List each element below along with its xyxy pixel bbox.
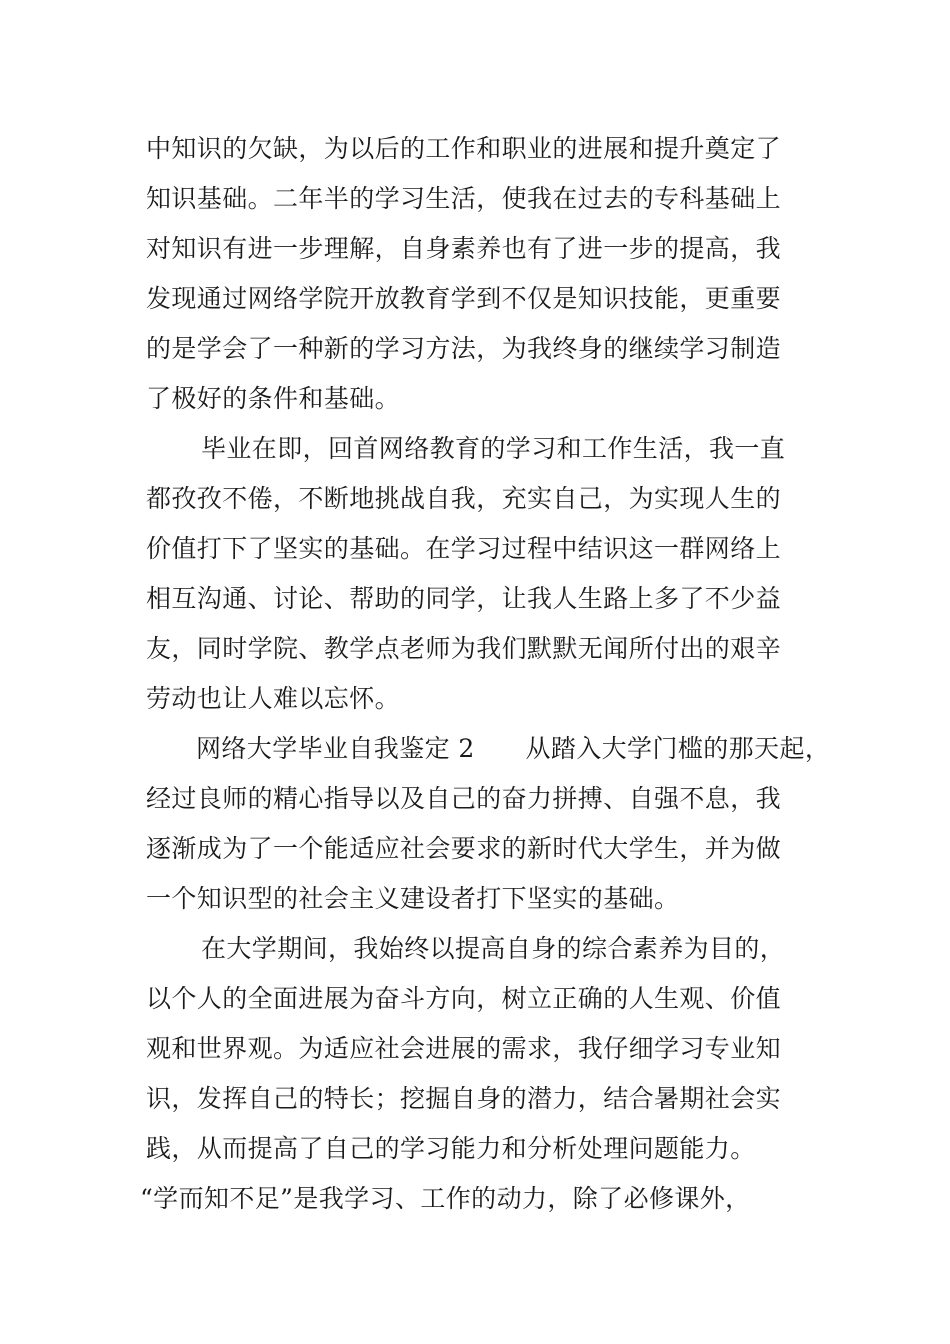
text-line: 一个知识型的社会主义建设者打下坚实的基础。: [146, 884, 680, 913]
text-line: 发现通过网络学院开放教育学到不仅是知识技能，更重要: [146, 284, 782, 313]
text-line: 知识基础。二年半的学习生活，使我在过去的专科基础上: [146, 184, 782, 213]
text-line: 的是学会了一种新的学习方法，为我终身的继续学习制造: [146, 334, 782, 363]
paragraph-first-line: 在大学期间，我始终以提高自身的综合素养为目的，: [201, 934, 786, 963]
text-line: 了极好的条件和基础。: [146, 384, 401, 413]
text-line: 经过良师的精心指导以及自己的奋力拼搏、自强不息，我: [146, 784, 782, 813]
section-heading-line: 网络大学毕业自我鉴定 2 从踏入大学门槛的那天起，: [196, 734, 831, 763]
text-line: 相互沟通、讨论、帮助的同学，让我人生路上多了不少益: [146, 584, 782, 613]
text-line: 价值打下了坚实的基础。在学习过程中结识这一群网络上: [146, 534, 782, 563]
document-body: [140, 124, 831, 1224]
text-line: 都孜孜不倦，不断地挑战自我，充实自己，为实现人生的: [146, 484, 782, 513]
text-line: 践，从而提高了自己的学习能力和分析处理问题能力。: [146, 1134, 756, 1163]
text-line: 中知识的欠缺，为以后的工作和职业的进展和提升奠定了: [146, 134, 782, 163]
text-line: 劳动也让人难以忘怀。: [146, 684, 401, 713]
text-line: 对知识有进一步理解，自身素养也有了进一步的提高，我: [146, 234, 782, 263]
text-line: 友，同时学院、教学点老师为我们默默无闻所付出的艰辛: [146, 634, 782, 663]
text-line: “学而知不足”是我学习、工作的动力，除了必修课外，: [140, 1184, 751, 1213]
text-line: 识，发挥自己的特长；挖掘自身的潜力，结合暑期社会实: [146, 1084, 782, 1113]
text-line: 观和世界观。为适应社会进展的需求，我仔细学习专业知: [146, 1034, 782, 1063]
text-line: 逐渐成为了一个能适应社会要求的新时代大学生，并为做: [146, 834, 782, 863]
text-line: 以个人的全面进展为奋斗方向，树立正确的人生观、价值: [146, 984, 782, 1013]
paragraph-first-line: 毕业在即，回首网络教育的学习和工作生活，我一直: [201, 434, 786, 463]
